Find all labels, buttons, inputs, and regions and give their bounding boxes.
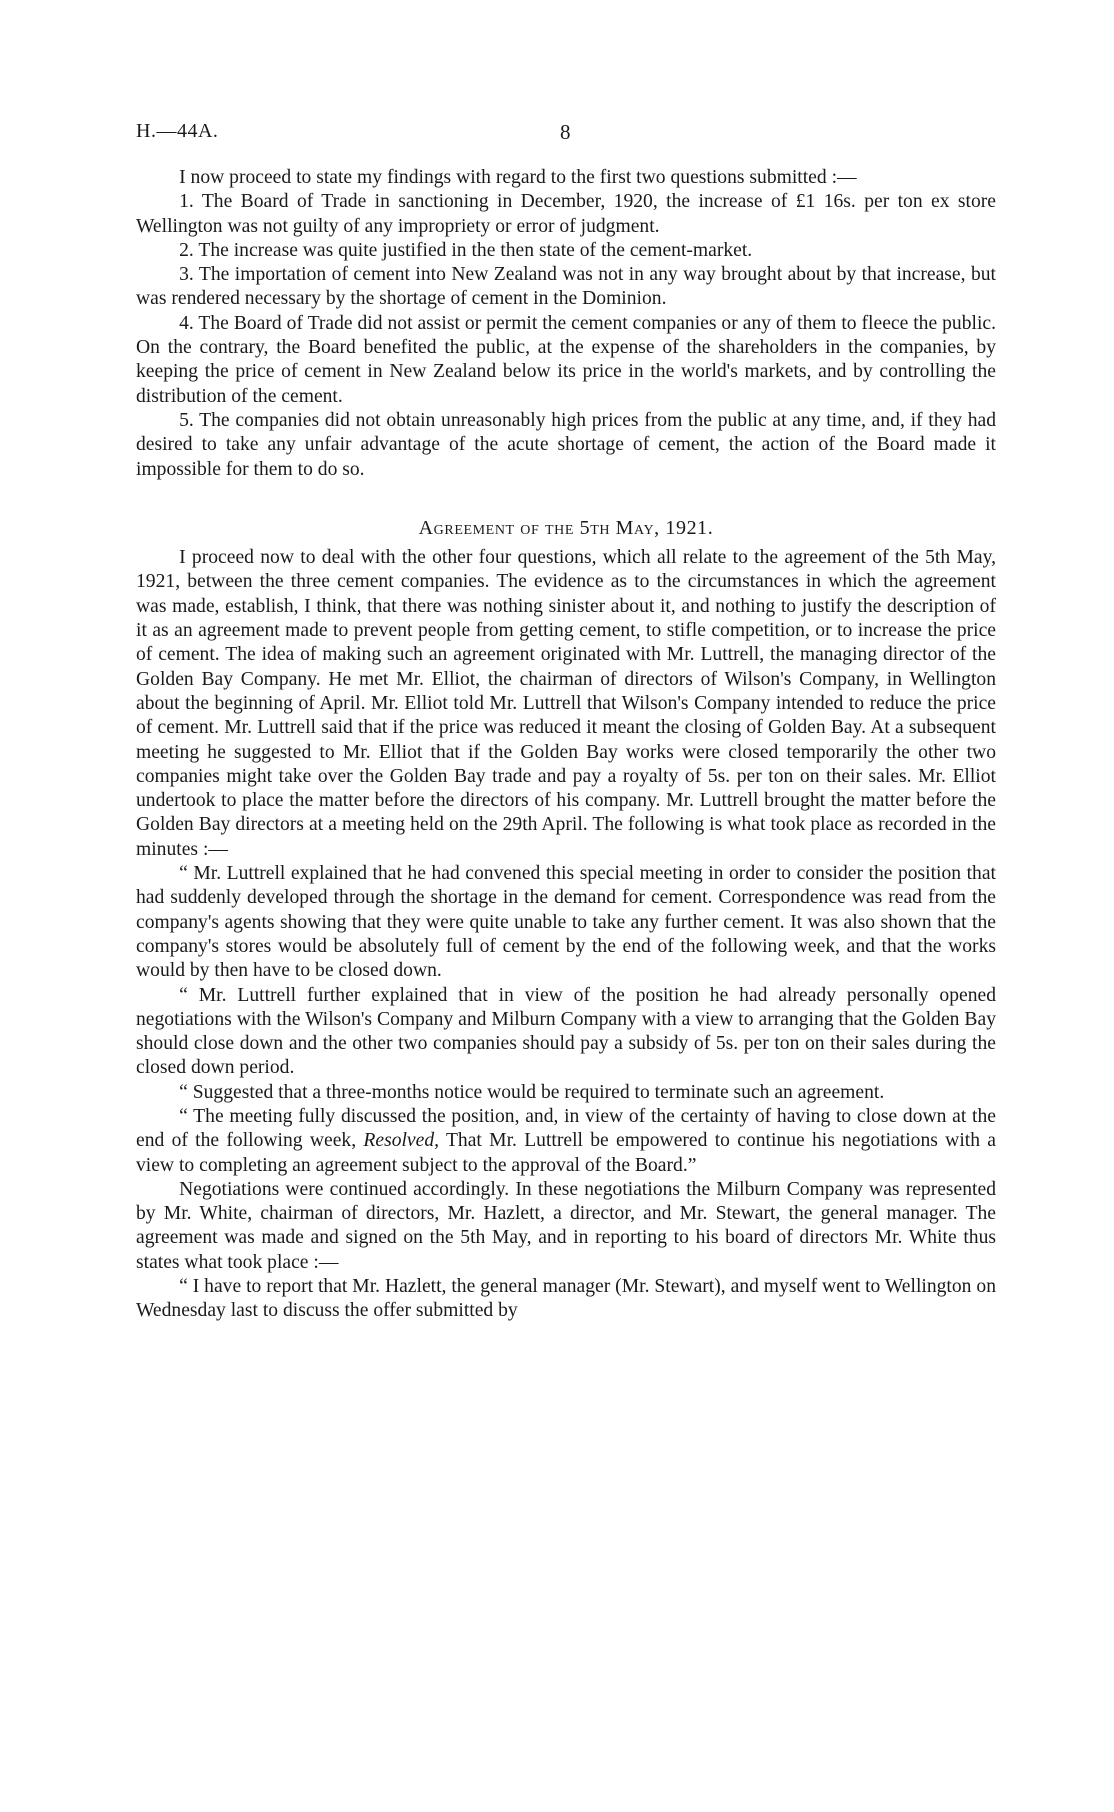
section-heading: Agreement of the 5th May, 1921. [418,516,714,539]
page-number: 8 [560,120,571,144]
minutes-quote-2: “ Mr. Luttrell further explained that in view of the position he had already personally opened negotiations with the Wilson's Company and Milburn Company with a view to arranging that the Golden Bay should close down and the other two companies should pay a subsidy of 5s. per ton on their sales during the closed down period. [136,984,996,1079]
minutes-quote-4 [136,1105,996,1178]
findings-intro: I now proceed to state my findings with regard to the first two questions submitted :— [179,167,857,188]
page-header [136,120,996,150]
body-text [136,166,996,1324]
finding-item-3: 3. The importation of cement into New Zealand was not in any way brought about by that increase, but was rendered necessary by the shortage of cement in the Dominion. [136,264,996,310]
finding-item-4: 4. The Board of Trade did not assist or permit the cement companies or any of them to fleece the public. On the contrary, the Board benefited the public, at the expense of the shareholders in the companies, by keeping the price of cement in New Zealand below its price in the world's markets, and by controlling the distribution of the cement. [136,312,996,407]
finding-item-1: 1. The Board of Trade in sanctioning in December, 1920, the increase of £1 16s. per ton ex store Wellington was not guilty of any impropriety or error of judgment. [136,191,996,237]
minutes-quote-1: “ Mr. Luttrell explained that he had convened this special meeting in order to consider the position that had suddenly developed through the shortage in the demand for cement. Correspondence was read from the company's agents showing that they were quite unable to take any further cement. It was also shown that the company's stores would be absolutely full of cement by the end of the following week, and that the works would by then have to be closed down. [136,863,996,982]
white-report-quote: “ I have to report that Mr. Hazlett, the general manager (Mr. Stewart), and myself went to Wellington on Wednesday last to discuss the offer submitted by [136,1276,996,1322]
finding-item-2: 2. The increase was quite justified in the then state of the cement-market. [179,239,753,261]
agreement-paragraph-2: Negotiations were continued accordingly. In these negotiations the Milburn Company was represented by Mr. White, chairman of directors, Mr. Hazlett, a director, and Mr. Stewart, the general manager. The agreement was made and signed on the 5th May, and in reporting to his board of directors Mr. White thus states what took place :— [136,1178,996,1273]
minutes-quote-4-end: That Mr. Luttrell be empowered to continue his negotiations with a view to completing an agreement subject to the approval of the Board.” [136,1130,996,1176]
document-reference: H.—44A. [136,120,219,142]
finding-item-5: 5. The companies did not obtain unreasonably high prices from the public at any time, and, if they had desired to take any unfair advantage of the acute shortage of cement, the action of the Board made it impossible for them to do so. [136,409,996,480]
minutes-quote-3: “ Suggested that a three-months notice would be required to terminate such an agreement. [179,1081,885,1103]
agreement-paragraph-1: I proceed now to deal with the other four questions, which all relate to the agreement of the 5th May, 1921, between the three cement companies. The evidence as to the circumstances in which the agreement was made, establish, I think, that there was nothing sinister about it, and nothing to justify the description of it as an agreement made to prevent people from getting cement, to stifle competition, or to increase the price of cement. The idea of making such an agreement originated with Mr. Luttrell, the managing director of the Golden Bay Company. He met Mr. Elliot, the chairman of directors of Wilson's Company, in Wellington about the beginning of April. Mr. Elliot told Mr. Luttrell that Wilson's Company intended to reduce the price of cement. Mr. Luttrell said that if the price was reduced it meant the closing of Golden Bay. At a subsequent meeting he suggested to Mr. Elliot that if the Golden Bay works were closed temporarily the other two companies might take over the Golden Bay trade and pay a royalty of 5s. per ton on their sales. Mr. Elliot undertook to place the matter before the directors of his company. Mr. Luttrell brought the matter before the Golden Bay directors at a meeting held on the 29th April. The following is what took place as recorded in the minutes :— [136,547,996,860]
resolved-word: Resolved, [363,1130,440,1152]
minutes-quote-4-start: “ The meeting fully discussed the position, and, in view of the certainty of having to close down at the end of the following week, [136,1105,996,1152]
